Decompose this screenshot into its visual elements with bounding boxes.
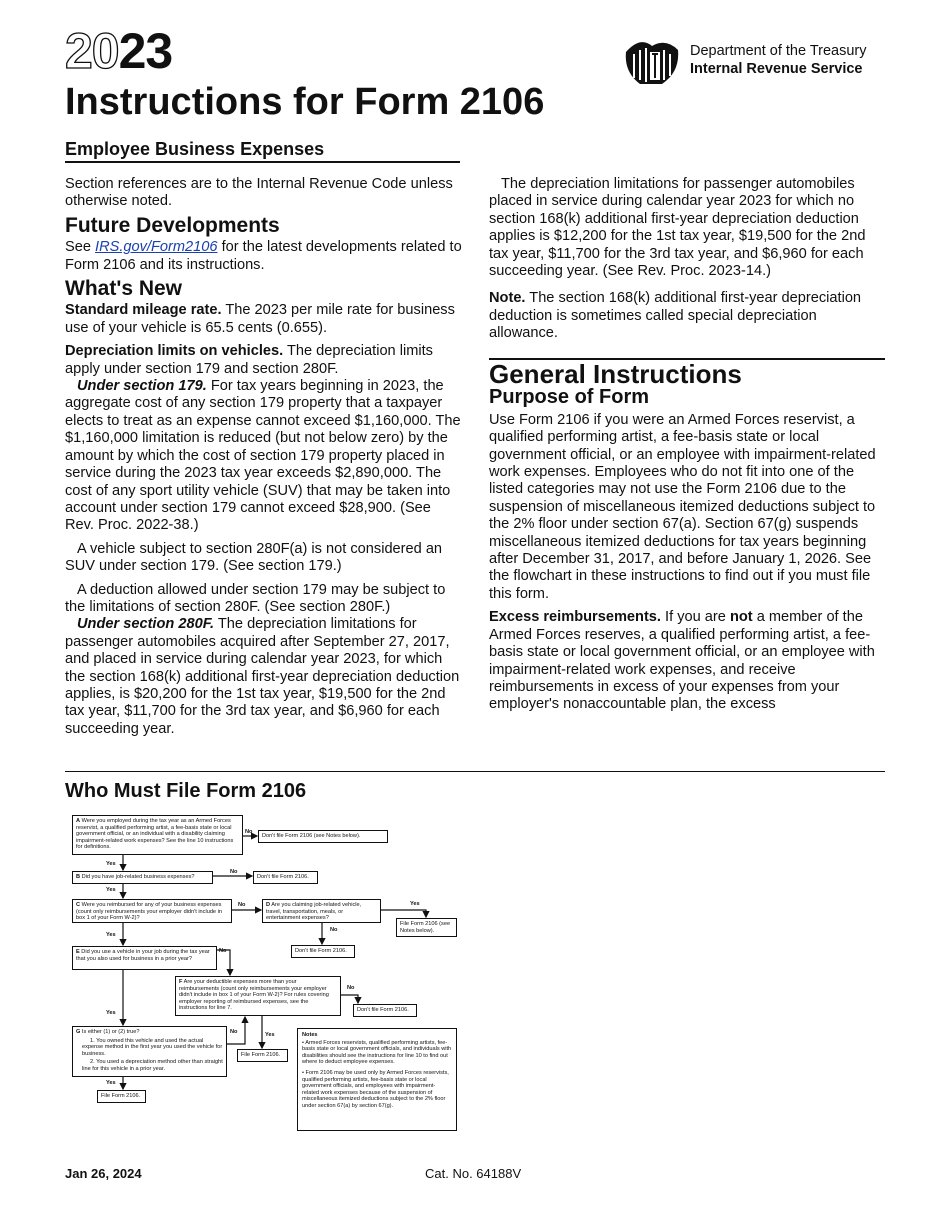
g-condition-2: 2. You used a depreciation method other than straight line for this vehicle in a prior year.: [82, 1059, 223, 1072]
yes-label: Yes: [410, 901, 420, 907]
revision-date: Jan 26, 2024: [65, 1166, 142, 1181]
no-label: No: [230, 869, 238, 875]
agency-line1: Department of the Treasury: [690, 43, 867, 59]
flowchart-question-e: E Did you use a vehicle in your job during the tax year that you also used for business in a prior year?: [72, 946, 217, 970]
section179-paragraph: Under section 179. For tax years beginning in 2023, the aggregate cost of any section 179 property that a taxpayer elects to treat as an expense cannot exceed $1,160,000. The $1,160,000 limitation is reduced (but not below zero) by the amount by which the cost of section 179 property placed in service during the 2023 tax year exceeds $2,890,000. The cost of any sport utility vehicle (SUV) that may be taken into account under section 179 cannot exceed $28,900. (See Rev. Proc. 2022-38.): [65, 378, 461, 534]
flowchart-question-c: C Were you reimbursed for any of your business expenses (count only reimbursements your employer didn't include in box 1 of your Form W-2)?: [72, 899, 232, 923]
yes-label: Yes: [106, 861, 116, 867]
flowchart-notes: Notes • Armed Forces reservists, qualified performing artists, fee-basis state or local government officials, and individuals with disabilities should see the instructions for line 10 to find out where to deduct employee expenses. • Form 2106 may be used only by Armed Forces reservists, qualified performing artists, fee-basis state or local government officials, and employees with impairment-related work expenses because of the suspension of miscellaneous itemized deductions subject to the 2% floor under section 67(a) by section 67(g).: [297, 1028, 457, 1131]
page-subtitle: Employee Business Expenses: [65, 139, 325, 159]
flowchart-question-f: F Are your deductible expenses more than your reimbursements (count only reimbursements your employer didn't include in box 1 of your Form W-2)? For rules covering employer reporting of reimbursed expenses, see the instructions for line 7.: [175, 976, 341, 1016]
yes-label: Yes: [106, 1080, 116, 1086]
whats-new-heading: What's New: [65, 277, 183, 301]
flowchart-heading: Who Must File Form 2106: [65, 780, 307, 802]
section280fa-paragraph: A vehicle subject to section 280F(a) is not considered an SUV under section 179. (See section 179.): [65, 540, 443, 575]
flowchart-question-b: B Did you have job-related business expenses?: [72, 871, 213, 884]
intro-text: Section references are to the Internal Revenue Code unless otherwise noted.: [65, 176, 453, 210]
flowchart-result-d-yes: File Form 2106 (see Notes below).: [396, 918, 457, 937]
general-instructions-heading: General Instructions: [489, 359, 742, 389]
section280f-paragraph: Under section 280F. The depreciation limitations for passenger automobiles acquired after September 27, 2017, and placed in service during calendar year 2023, for which the section 168(k) additional first-year depreciation deduction applies, is $20,200 for the 1st tax year, $19,500 for the 2nd tax year, $11,700 for the 3rd tax year, and $6,960 for each succeeding year.: [65, 616, 460, 737]
tax-year: 2023: [65, 23, 173, 79]
deduction-paragraph: A deduction allowed under section 179 may be subject to the limitations of section 280F. (See section 280F.): [65, 581, 446, 615]
yes-label: Yes: [106, 1010, 116, 1016]
flowchart-result-b-no: Don't file Form 2106.: [253, 871, 318, 884]
no-label: No: [219, 948, 227, 954]
future-developments-heading: Future Developments: [65, 213, 280, 237]
no-label: No: [330, 927, 338, 933]
flowchart-question-d: D Are you claiming job-related vehicle, travel, transportation, meals, or entertainment expenses?: [262, 899, 381, 923]
yes-label: Yes: [106, 932, 116, 938]
catalog-number: Cat. No. 64188V: [425, 1166, 522, 1181]
flowchart-result-d-no: Don't file Form 2106.: [291, 945, 355, 958]
yes-label: Yes: [265, 1032, 275, 1038]
flowchart-result-f-no: Don't file Form 2106.: [353, 1004, 417, 1017]
yes-label: Yes: [106, 887, 116, 893]
flowchart-question-a: A Were you employed during the tax year as an Armed Forces reservist, a qualified performing artist, a fee-basis state or local government official, or an individual with a disability claiming impairment-related work expenses? See the line 10 instructions for definitions.: [72, 815, 243, 855]
no-label: No: [238, 902, 246, 908]
no-label: No: [245, 829, 253, 835]
note-paragraph: Note. The section 168(k) additional first-year depreciation deduction is sometimes called special depreciation allowance.: [489, 290, 862, 342]
purpose-heading: Purpose of Form: [489, 386, 650, 409]
flowchart-result-a-no: Don't file Form 2106 (see Notes below).: [258, 830, 388, 843]
excess-paragraph: Excess reimbursements. If you are not a member of the Armed Forces reserves, a qualified performing artist, a fee-basis state or local government official, or an employee with impairment-related work expenses, and receive reimbursements in excess of your expenses from your employer's nonaccountable plan, the excess: [489, 609, 875, 713]
flowchart-result-g-yes: File Form 2106.: [97, 1090, 146, 1103]
agency-line2: Internal Revenue Service: [690, 61, 863, 77]
flowchart-question-g: G Is either (1) or (2) true? 1. You owned this vehicle and used the actual expense method in the first year you used the vehicle for business. 2. You used a depreciation method other than straight line for this vehicle in a prior year.: [72, 1026, 227, 1077]
irs-form2106-link[interactable]: IRS.gov/Form2106: [95, 239, 218, 256]
no-label: No: [347, 985, 355, 991]
page-title: Instructions for Form 2106: [65, 81, 545, 123]
no-label: No: [230, 1029, 238, 1035]
flowchart-result-f-yes: File Form 2106.: [237, 1049, 288, 1062]
note-2: • Form 2106 may be used only by Armed Forces reservists, qualified performing artists, fee-basis state or local government officials, and employees with impairment-related work expenses because of the suspension of miscellaneous itemized deductions subject to the 2% floor under section 67(a) by section 67(g).: [302, 1069, 449, 1109]
purpose-paragraph: Use Form 2106 if you were an Armed Forces reservist, a qualified performing artist, a fee-basis state or local government official, or an employee with impairment-related work expenses. Employees who do not fit into one of the listed categories may not use the Form 2106 due to the suspension of miscellaneous itemized deductions subject to the 2% floor under section 67(a). Section 67(g) suspends miscellaneous itemized deductions for tax years beginning after December 31, 2017, and before January 1, 2026. See the flowchart in these instructions to find out if you must file this form.: [489, 411, 876, 602]
depreciation-paragraph: Depreciation limits on vehicles. The depreciation limits apply under section 179 and section 280F.: [65, 343, 433, 377]
g-condition-1: 1. You owned this vehicle and used the actual expense method in the first year you used the vehicle for business.: [82, 1037, 223, 1057]
future-text: See IRS.gov/Form2106 for the latest developments related to Form 2106 and its instructions.: [65, 239, 462, 273]
mileage-paragraph: Standard mileage rate. The 2023 per mile rate for business use of your vehicle is 65.5 cents (0.655).: [65, 302, 455, 336]
note-1: • Armed Forces reservists, qualified performing artists, fee-basis state or local government officials, and individuals with disabilities should see the instructions for line 10 to find out where to deduct employee expenses.: [302, 1039, 452, 1066]
depreciation-limits-paragraph: The depreciation limitations for passenger automobiles placed in service during calendar year 2023 for which no section 168(k) additional first-year depreciation deduction applies is $12,200 for the 1st tax year, $19,500 for the 2nd tax year, $11,700 for the 3rd tax year, and $6,960 for each succeeding year. (See Rev. Proc. 2023-14.): [489, 176, 866, 280]
